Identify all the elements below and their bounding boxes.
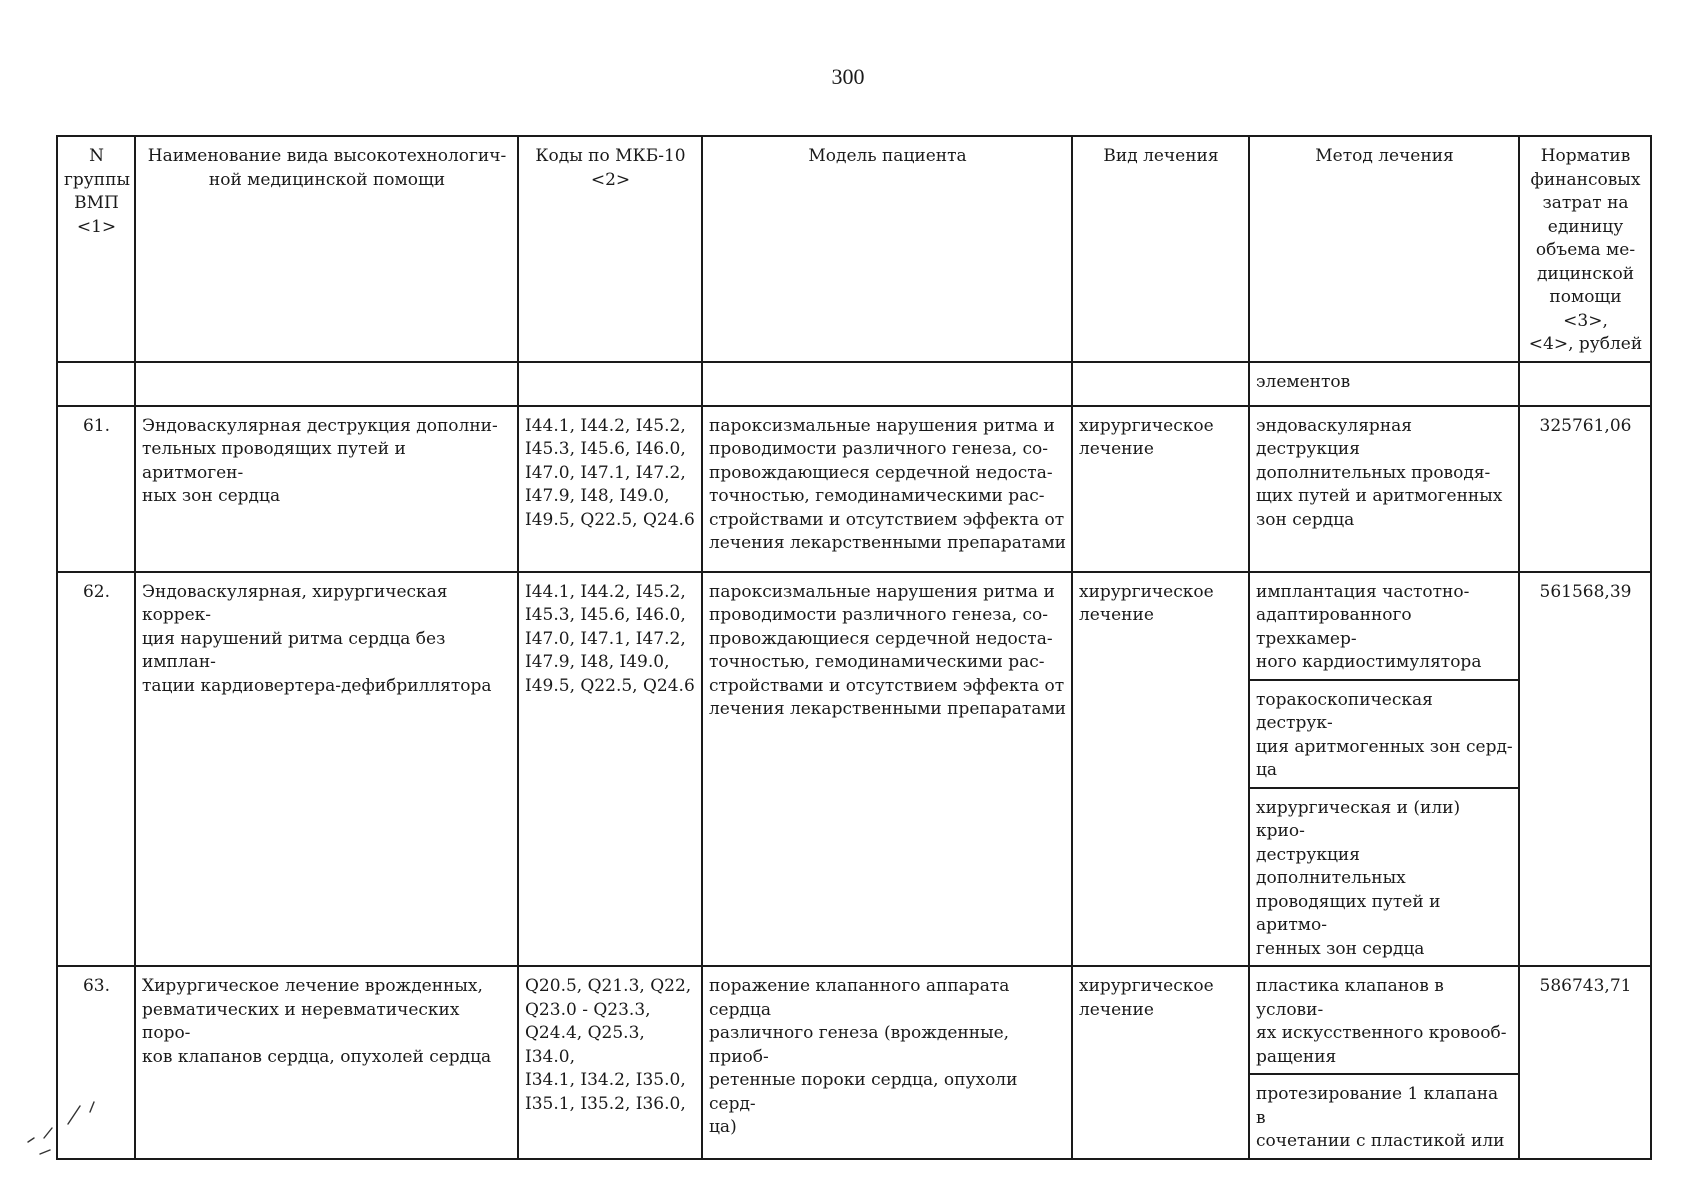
treatment-method: эндоваскулярная деструкция дополнительных проводя- щих путей и аритмогенных зон сердца	[1249, 406, 1519, 572]
page-number: 300	[831, 64, 865, 89]
treatment-method: торакоскопическая деструк- ция аритмогенных зон серд- ца	[1249, 680, 1519, 788]
cell-empty	[702, 362, 1072, 406]
treatment-method: протезирование 1 клапана в сочетании с пластикой или	[1249, 1074, 1519, 1159]
cell-empty	[57, 362, 135, 406]
treatment-type: хирургическое лечение	[1072, 966, 1249, 1159]
row-number: 61.	[57, 406, 135, 572]
continuation-method: элементов	[1249, 362, 1519, 406]
icd-codes: I44.1, I44.2, I45.2, I45.3, I45.6, I46.0, I47.0, I47.1, I47.2, I47.9, I48, I49.0, I49.5, Q22.5, Q24.6	[518, 572, 702, 967]
header-patient-model: Модель пациента	[702, 136, 1072, 362]
cell-empty	[1072, 362, 1249, 406]
header-care-name: Наименование вида высокотехнологич- ной медицинской помощи	[135, 136, 518, 362]
vmp-table	[56, 135, 1652, 1160]
table-row	[57, 406, 1651, 572]
patient-model: поражение клапанного аппарата сердца различного генеза (врожденные, приоб- ретенные пороки сердца, опухоли серд- ца)	[702, 966, 1072, 1159]
cell-empty	[1519, 362, 1651, 406]
treatment-method: хирургическая и (или) крио- деструкция дополнительных проводящих путей и аритмо- генных зон сердца	[1249, 788, 1519, 967]
row-number: 62.	[57, 572, 135, 967]
patient-model: пароксизмальные нарушения ритма и проводимости различного генеза, со- провождающиеся сердечной недоста- точностью, гемодинамическими рас- стройствами и отсутствием эффекта от лечения лекарственными препаратами	[702, 406, 1072, 572]
header-group-number: N группы ВМП <1>	[57, 136, 135, 362]
continuation-row	[57, 362, 1651, 406]
treatment-type: хирургическое лечение	[1072, 406, 1249, 572]
row-number: 63.	[57, 966, 135, 1159]
table-row	[57, 966, 1651, 1074]
cost-norm: 586743,71	[1519, 966, 1651, 1159]
care-name: Эндоваскулярная деструкция дополни- тельных проводящих путей и аритмоген- ных зон сердца	[135, 406, 518, 572]
cell-empty	[518, 362, 702, 406]
cost-norm: 325761,06	[1519, 406, 1651, 572]
table-row	[57, 572, 1651, 680]
header-treatment-method: Метод лечения	[1249, 136, 1519, 362]
treatment-type: хирургическое лечение	[1072, 572, 1249, 967]
treatment-method: пластика клапанов в услови- ях искусственного кровооб- ращения	[1249, 966, 1519, 1074]
header-treatment-type: Вид лечения	[1072, 136, 1249, 362]
header-icd-codes: Коды по МКБ-10 <2>	[518, 136, 702, 362]
treatment-method: имплантация частотно- адаптированного трехкамер- ного кардиостимулятора	[1249, 572, 1519, 680]
header-row	[57, 136, 1651, 362]
icd-codes: I44.1, I44.2, I45.2, I45.3, I45.6, I46.0, I47.0, I47.1, I47.2, I47.9, I48, I49.0, I49.5, Q22.5, Q24.6	[518, 406, 702, 572]
header-cost-norm: Норматив финансовых затрат на единицу объема ме- дицинской помощи <3>, <4>, рублей	[1519, 136, 1651, 362]
cell-empty	[135, 362, 518, 406]
care-name: Хирургическое лечение врожденных, ревматических и неревматических поро- ков клапанов сердца, опухолей сердца	[135, 966, 518, 1159]
care-name: Эндоваскулярная, хирургическая коррек- ция нарушений ритма сердца без имплан- тации кардиовертера-дефибриллятора	[135, 572, 518, 967]
patient-model: пароксизмальные нарушения ритма и проводимости различного генеза, со- провождающиеся сердечной недоста- точностью, гемодинамическими рас- стройствами и отсутствием эффекта от лечения лекарственными препаратами	[702, 572, 1072, 967]
icd-codes: Q20.5, Q21.3, Q22, Q23.0 - Q23.3, Q24.4, Q25.3, I34.0, I34.1, I34.2, I35.0, I35.1, I35.2, I36.0,	[518, 966, 702, 1159]
pen-mark-scribble	[22, 1098, 102, 1158]
cost-norm: 561568,39	[1519, 572, 1651, 967]
